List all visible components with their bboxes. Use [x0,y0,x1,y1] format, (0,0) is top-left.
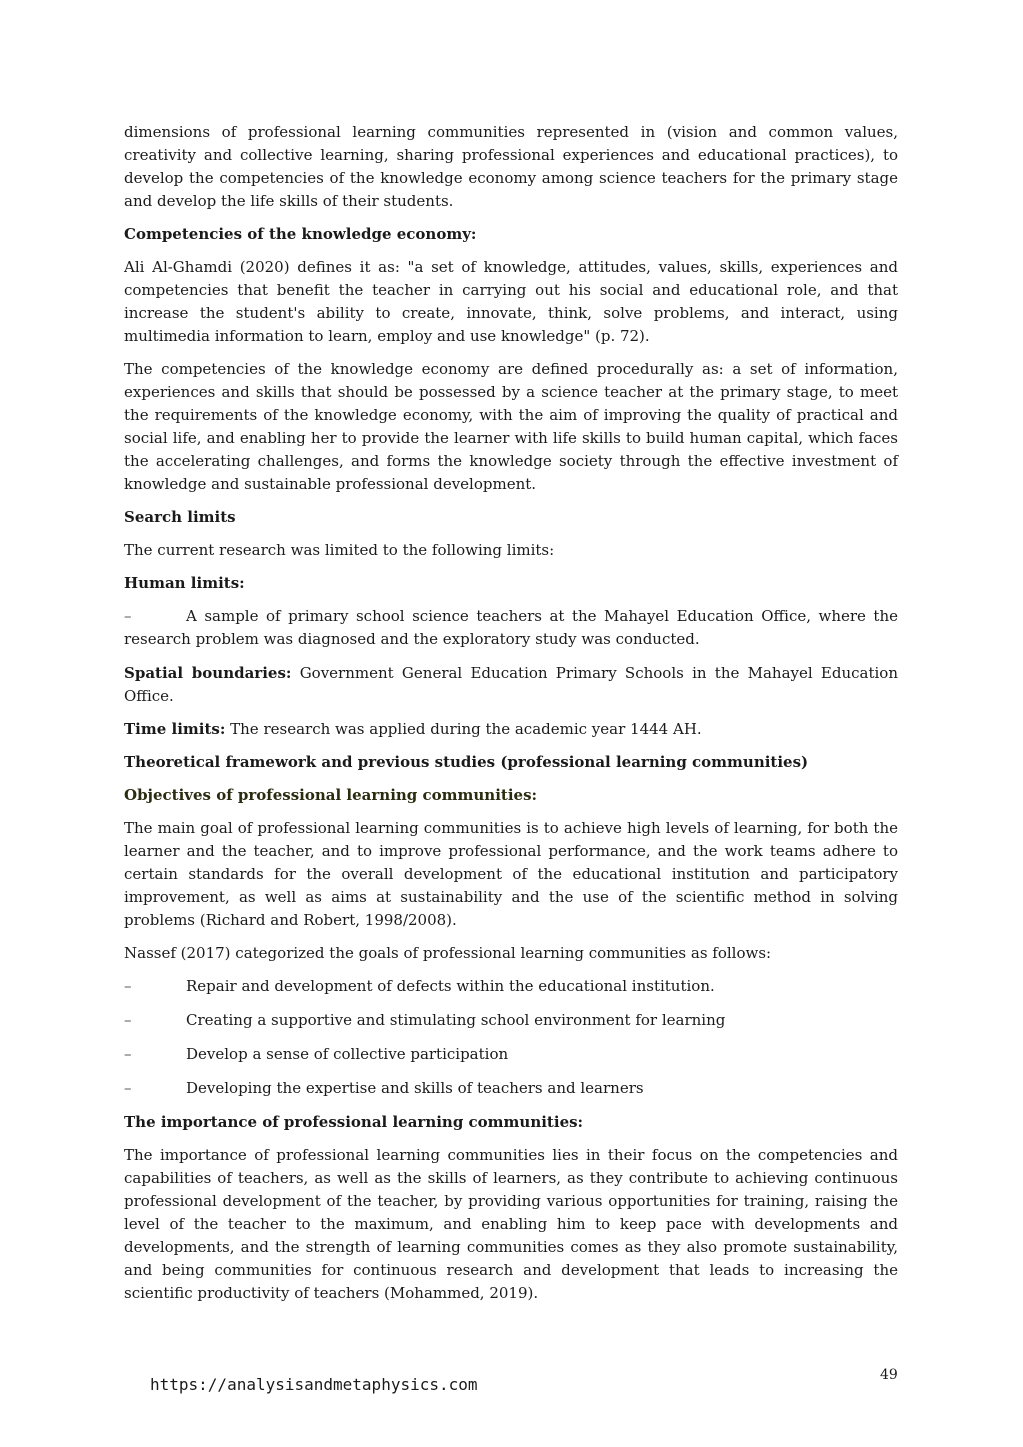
heading-importance: The importance of professional learning communities: [124,1113,584,1131]
paragraph-al-ghamdi-definition: Ali Al-Ghamdi (2020) defines it as: "a set of knowledge, attitudes, values, skills, experiences and competencies that benefit the teacher in carrying out his social and educational role, and that increase the student's ability to create, innovate, think, solve problems, and interact, using multimedia information to learn, employ and use knowledge" (p. 72). [124,258,898,345]
heading-theoretical-framework: Theoretical framework and previous studies (professional learning communities) [124,753,809,771]
list-item-text: Develop a sense of collective participation [186,1045,509,1063]
paragraph-importance: The importance of professional learning communities lies in their focus on the competencies and capabilities of teachers, as well as the skills of learners, as they contribute to achieving continuous professional development of the teacher, by providing various opportunities for training, raising the level of the teacher to the maximum, and enabling him to keep pace with developments and developments, and the strength of learning communities comes as they also promote sustainability, and being communities for continuous research and development that leads to increasing the scientific productivity of teachers (Mohammed, 2019). [124,1146,898,1302]
list-item-goal [124,1043,898,1066]
heading-human-limits: Human limits: [124,574,245,592]
list-item-text: Developing the expertise and skills of teachers and learners [186,1079,644,1097]
spatial-label: Spatial boundaries: [124,664,292,682]
paragraph-spatial-boundaries [124,662,898,708]
paragraph-time-limits [124,718,898,741]
paragraph-nassef: Nassef (2017) categorized the goals of professional learning communities as follows: [124,944,772,962]
time-label: Time limits: [124,720,226,738]
bullet-dash: – [124,977,132,995]
spatial-text: Government General Education Primary Schools in the Mahayel Education Office. [124,664,898,705]
document-body [124,121,898,1315]
paragraph-procedural-definition: The competencies of the knowledge economy are defined procedurally as: a set of information, experiences and skills that should be possessed by a science teacher at the primary stage, to meet the requirements of the knowledge economy, with the aim of improving the quality of practical and social life, and enabling her to provide the learner with life skills to build human capital, which faces the accelerating challenges, and forms the knowledge society through the effective investment of knowledge and sustainable professional development. [124,360,898,493]
bullet-dash: – [124,1045,132,1063]
bullet-dash: – [124,607,132,625]
paragraph-limits-intro: The current research was limited to the following limits: [124,541,555,559]
heading-search-limits: Search limits [124,508,236,526]
list-item-text: A sample of primary school science teachers at the Mahayel Education Office, where the research problem was diagnosed and the exploratory study was conducted. [124,607,898,648]
bullet-dash: – [124,1011,132,1029]
list-item-text: Creating a supportive and stimulating school environment for learning [186,1011,726,1029]
list-item-text: Repair and development of defects within the educational institution. [186,977,715,995]
list-item-goal [124,1077,898,1100]
list-item-human-limit [124,605,898,651]
paragraph-intro: dimensions of professional learning communities represented in (vision and common values, creativity and collective learning, sharing professional experiences and educational practices), to develop the competencies of the knowledge economy among science teachers for the primary stage and develop the life skills of their students. [124,123,898,210]
heading-competencies: Competencies of the knowledge economy: [124,225,477,243]
heading-objectives: Objectives of professional learning communities: [124,786,538,804]
list-item-goal [124,1009,898,1032]
list-item-goal [124,975,898,998]
paragraph-main-goal: The main goal of professional learning communities is to achieve high levels of learning, for both the learner and the teacher, and to improve professional performance, and the work teams adhere to certain standards for the overall development of the educational institution and participatory improvement, as well as aims at sustainability and the use of the scientific method in solving problems (Richard and Robert, 1998/2008). [124,819,898,929]
time-text: The research was applied during the academic year 1444 AH. [225,720,702,738]
footer-url-link[interactable]: https://analysisandmetaphysics.com [150,1375,478,1394]
bullet-dash: – [124,1079,132,1097]
page-number: 49 [880,1367,898,1383]
